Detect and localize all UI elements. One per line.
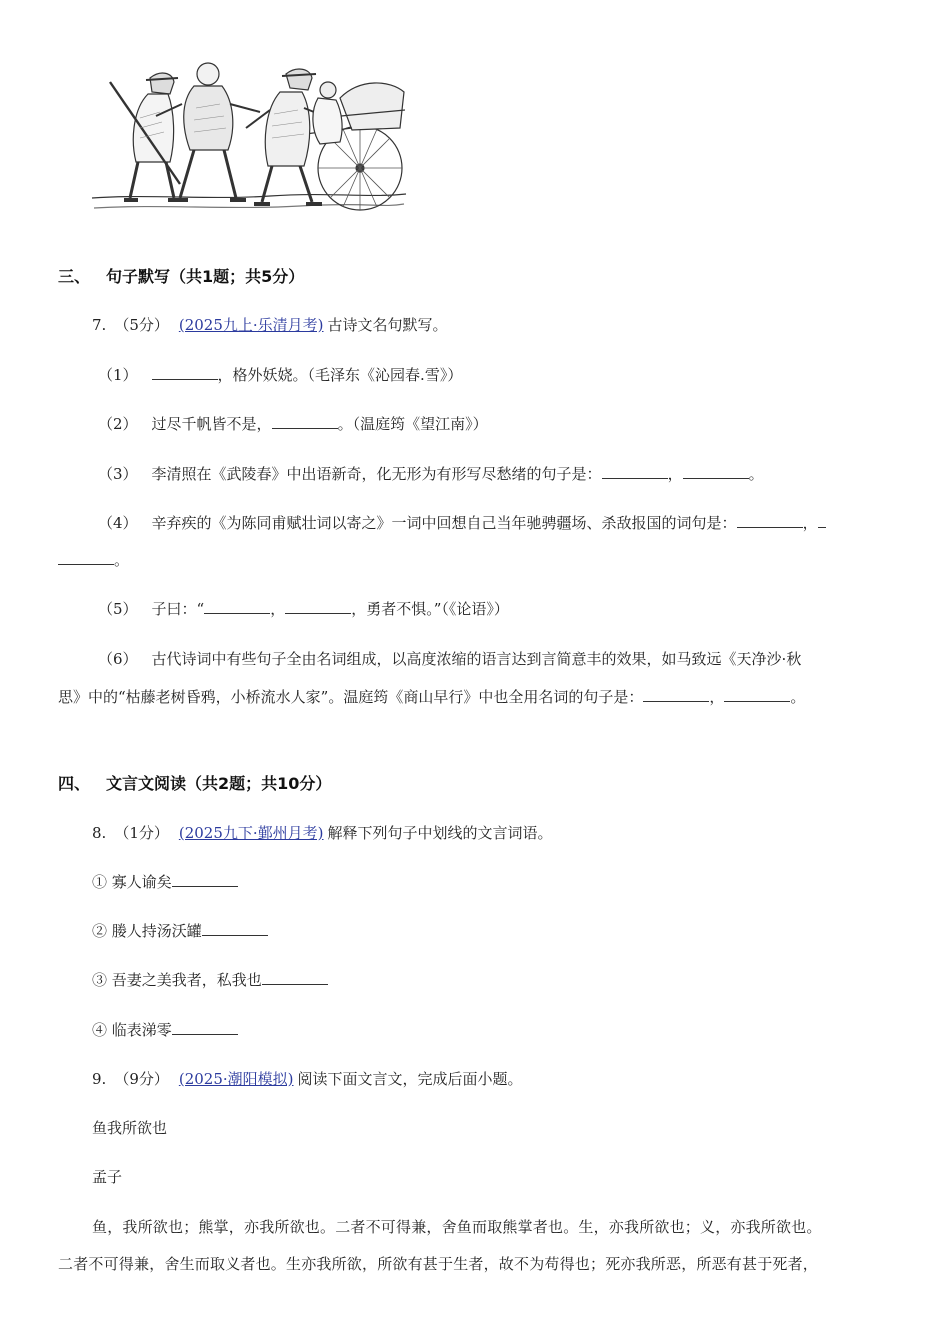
q7-item-1: （1） ，格外妖娆。（毛泽东《沁园春.雪》） [98, 366, 463, 384]
q8-item-4: ④ 临表涕零 [92, 1019, 238, 1040]
question-7-source-link[interactable]: (2025九上·乐清月考) [178, 316, 324, 334]
answer-blank[interactable] [724, 687, 790, 702]
question-8-score: （1分） [114, 824, 169, 842]
q7-item-6-continued: 思》中的“枯藤老树昏鸦，小桥流水人家”。温庭筠《商山早行》中也全用名词的句子是： ， 。 [58, 688, 806, 706]
q8-item-2: ② 媵人持汤沃罐 [92, 920, 268, 941]
section-4-heading [58, 771, 331, 794]
answer-blank[interactable] [285, 599, 351, 614]
question-8-number: 8. [92, 824, 107, 842]
answer-blank[interactable] [643, 687, 709, 702]
q8-item-1: ① 寡人谕矣 [92, 871, 238, 892]
q7-item-5: （5） 子曰：“ ， ，勇者不惧。”（《论语》） [98, 600, 509, 618]
answer-blank[interactable] [262, 970, 328, 985]
answer-blank[interactable] [202, 921, 268, 936]
passage-title: 鱼我所欲也 [92, 1119, 168, 1137]
question-7-prompt: 古诗文名句默写。 [327, 316, 448, 334]
q7-item-4: （4） 辛弃疾的《为陈同甫赋壮词以寄之》一词中回想自己当年驰骋疆场、杀敌报国的词句是： ， [98, 512, 826, 533]
passage-line-2: 二者不可得兼，舍生而取义者也。生亦我所欲，所欲有甚于生者，故不为苟得也；死亦我所恶，所恶有甚于死者， [58, 1255, 819, 1273]
question-8-prompt: 解释下列句子中划线的文言词语。 [327, 824, 553, 842]
question-9-number: 9. [92, 1070, 107, 1088]
q7-item-2: （2） 过尽千帆皆不是， 。（温庭筠《望江南》） [98, 415, 488, 433]
answer-blank-end[interactable] [58, 550, 114, 565]
q7-item-3: （3） 李清照在《武陵春》中出语新奇，化无形为有形写尽愁绪的句子是： ， 。 [98, 465, 764, 483]
answer-blank[interactable] [683, 464, 749, 479]
answer-blank[interactable] [204, 599, 270, 614]
question-8-header [92, 822, 553, 843]
rickshaw-illustration [90, 58, 408, 224]
section-4-title: 文言文阅读（共2题；共10分） [106, 774, 332, 793]
answer-blank[interactable] [172, 1020, 238, 1035]
question-7-score: （5分） [114, 316, 169, 334]
answer-blank[interactable] [737, 513, 803, 528]
answer-blank[interactable] [272, 414, 338, 429]
passage-line-1: 鱼，我所欲也；熊掌，亦我所欲也。二者不可得兼，舍鱼而取熊掌者也。生，亦我所欲也；义，亦我所欲也。 [92, 1218, 822, 1236]
section-4-number: 四、 [58, 774, 91, 793]
question-9-source-link[interactable]: (2025·潮阳模拟) [178, 1070, 294, 1088]
answer-blank[interactable] [602, 464, 668, 479]
passage-author: 孟子 [92, 1168, 123, 1186]
section-3-heading [58, 264, 304, 287]
question-9-prompt: 阅读下面文言文，完成后面小题。 [297, 1070, 523, 1088]
question-9-score: （9分） [114, 1070, 169, 1088]
answer-blank[interactable] [172, 872, 238, 887]
answer-blank[interactable] [152, 365, 218, 380]
question-7-header [92, 314, 448, 335]
q7-item-6: （6） 古代诗词中有些句子全由名词组成，以高度浓缩的语言达到言简意丰的效果，如马致远《天净沙·秋 [98, 650, 802, 668]
q7-item-4-continued: 。 [58, 549, 129, 570]
question-8-source-link[interactable]: (2025九下·鄞州月考) [178, 824, 324, 842]
answer-blank-start[interactable] [818, 513, 826, 528]
q8-item-3: ③ 吾妻之美我者，私我也 [92, 969, 328, 990]
section-3-title: 句子默写（共1题；共5分） [106, 267, 305, 286]
question-9-header [92, 1068, 523, 1089]
section-3-number: 三、 [58, 267, 91, 286]
question-7-number: 7. [92, 316, 107, 334]
